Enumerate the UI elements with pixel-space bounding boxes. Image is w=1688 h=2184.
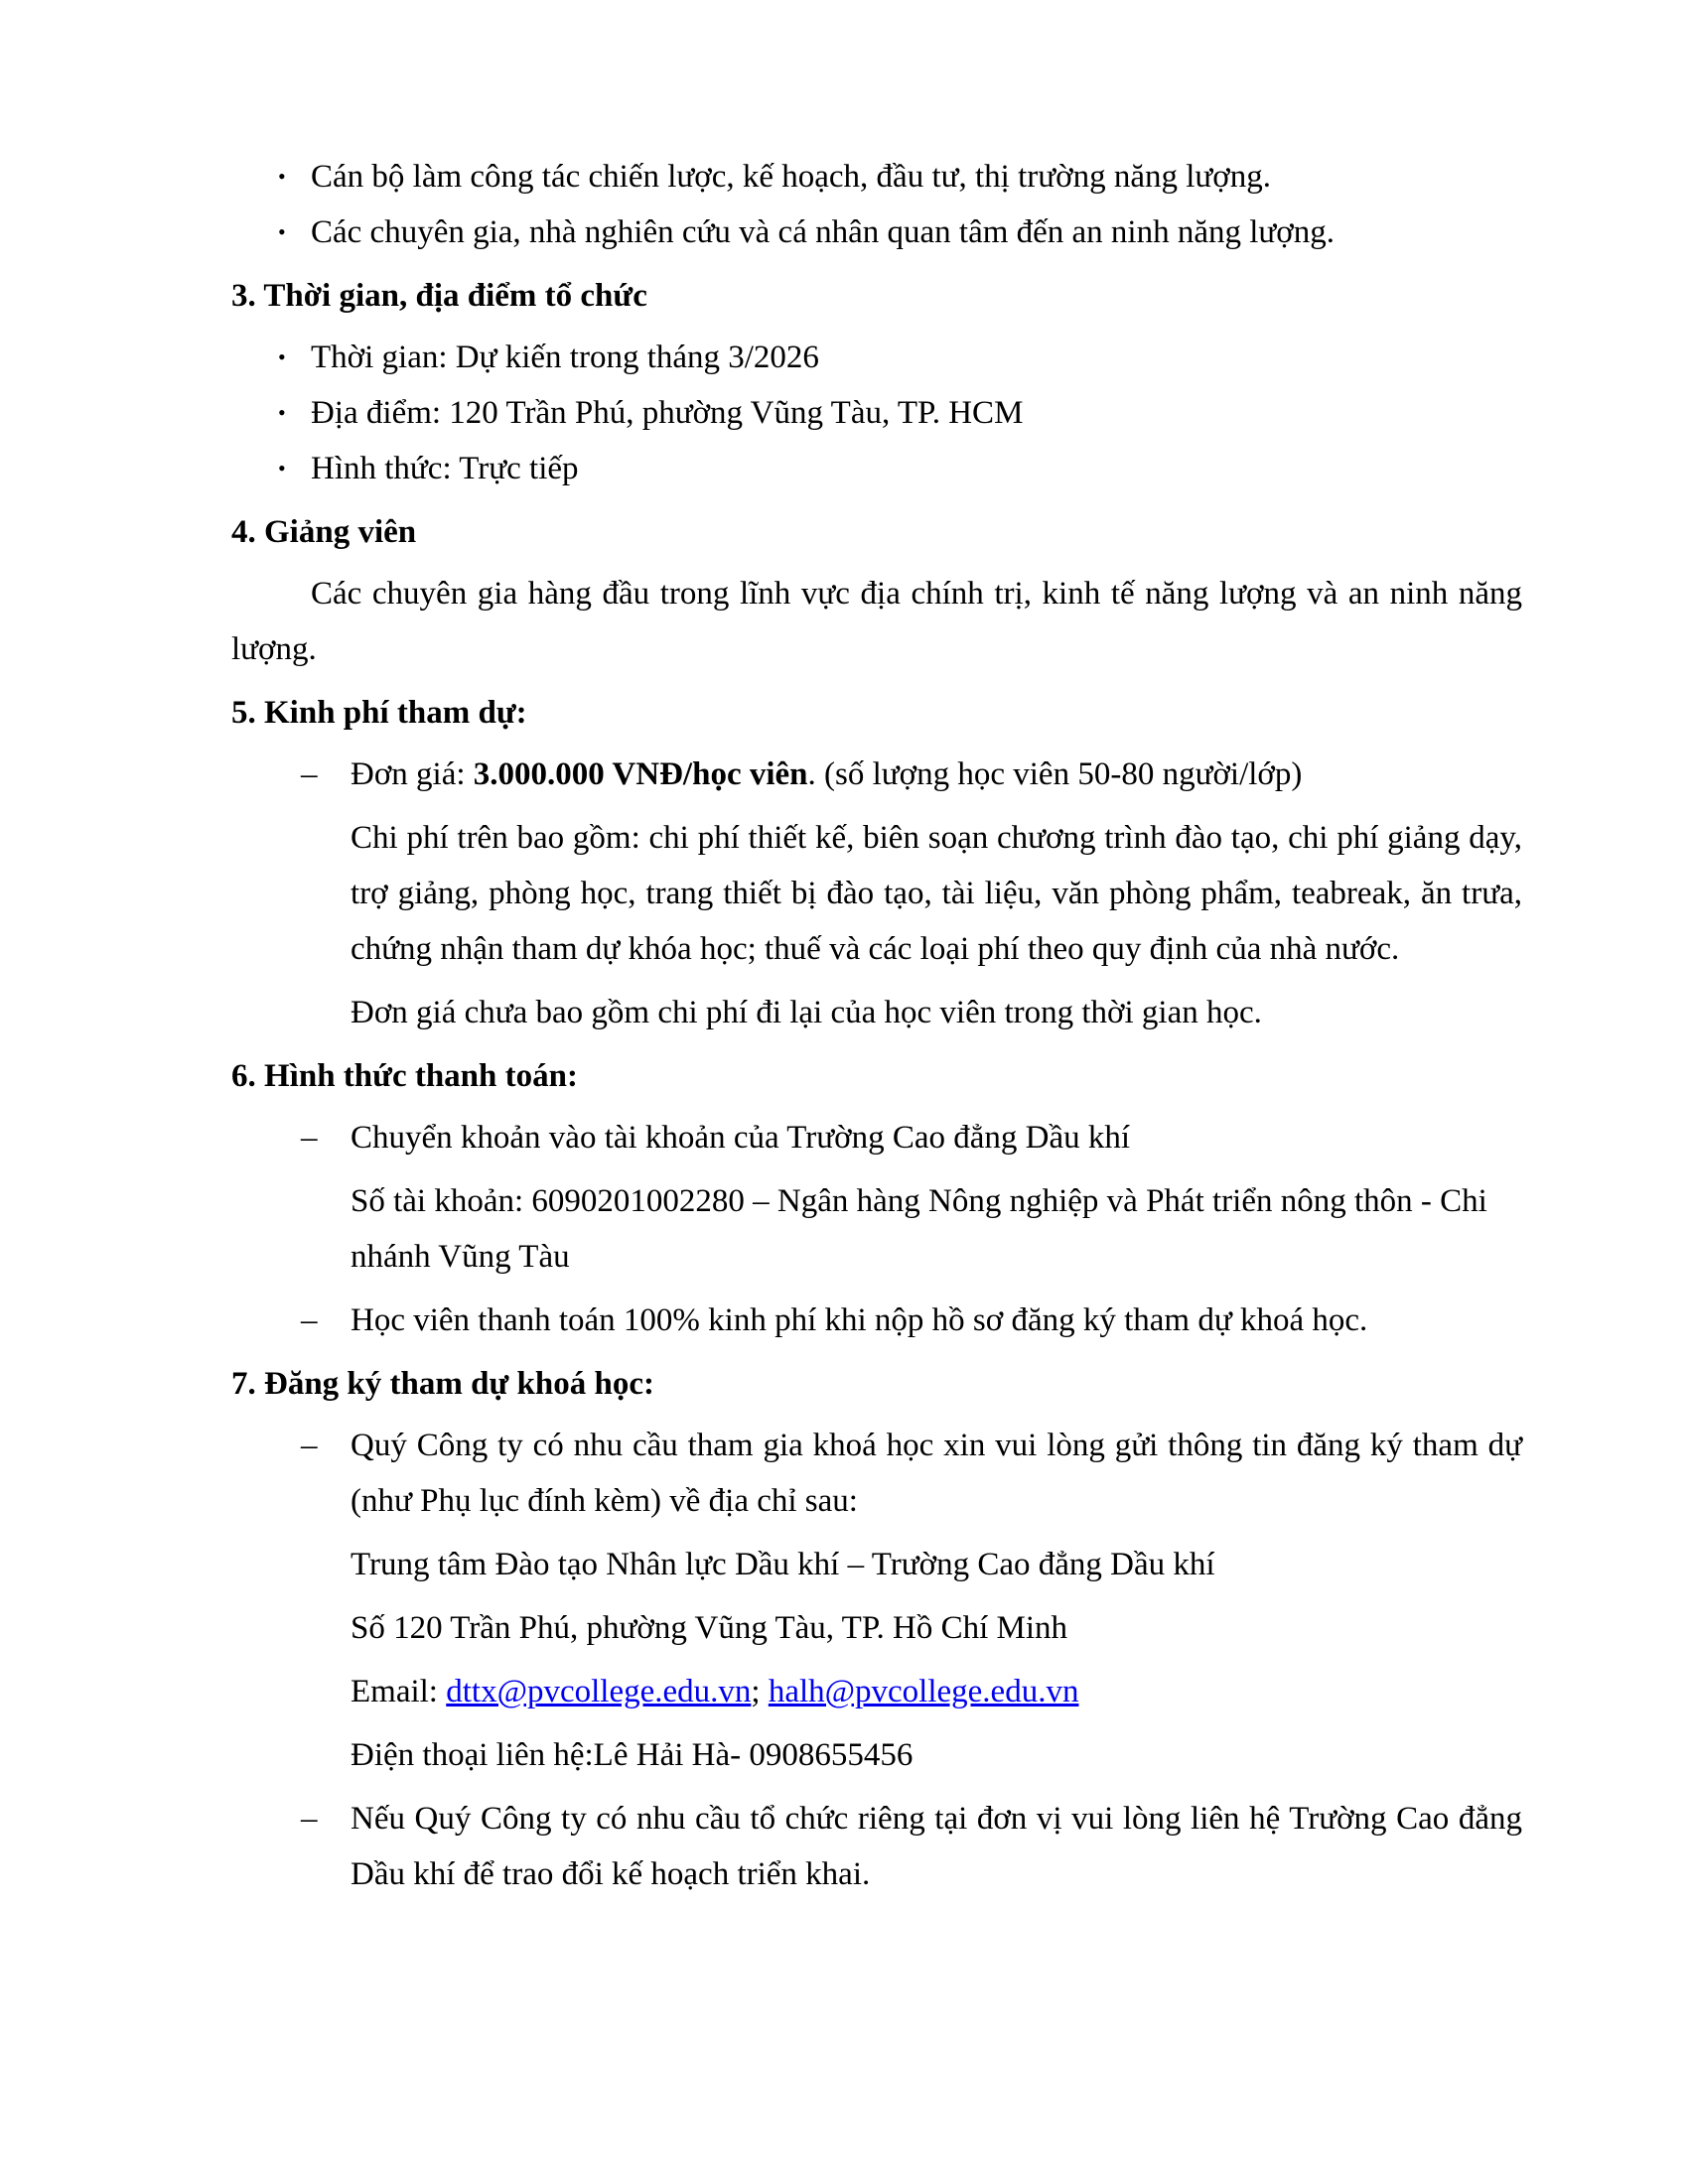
section-3-bullet-list: [231, 330, 1522, 496]
bullet-icon: •: [278, 456, 286, 480]
price-excludes: Đơn giá chưa bao gồm chi phí đi lại của học viên trong thời gian học.: [351, 995, 1262, 1030]
bullet-icon: •: [278, 400, 286, 425]
intro-bullet-list: [231, 149, 1522, 260]
dash-icon: –: [301, 1302, 318, 1338]
section-6-heading: 6. Hình thức thanh toán:: [231, 1058, 578, 1094]
bullet-icon: •: [278, 344, 286, 369]
payment-item: [231, 1293, 1522, 1348]
email-separator: ;: [751, 1674, 769, 1709]
list-item-text: Các chuyên gia, nhà nghiên cứu và cá nhân quan tâm đến an ninh năng lượng.: [311, 214, 1335, 250]
email-label: Email:: [351, 1674, 447, 1709]
list-item: [231, 330, 1522, 385]
email-link-halh[interactable]: halh@pvcollege.edu.vn: [768, 1674, 1079, 1709]
registration-text: Quý Công ty có nhu cầu tham gia khoá học xin vui lòng gửi thông tin đăng ký tham dự (như Phụ lục đính kèm) về địa chỉ sau:: [351, 1428, 1522, 1519]
list-item-text: Địa điểm: 120 Trần Phú, phường Vũng Tàu, TP. HCM: [311, 395, 1024, 431]
dash-icon: –: [301, 756, 318, 792]
payment-text: Học viên thanh toán 100% kinh phí khi nộp hồ sơ đăng ký tham dự khoá học.: [351, 1302, 1368, 1338]
account-info: Số tài khoản: 6090201002280 – Ngân hàng Nông nghiệp và Phát triển nông thôn - Chi nhánh Vũng Tàu: [351, 1183, 1487, 1275]
list-item-text: Cán bộ làm công tác chiến lược, kế hoạch, đầu tư, thị trường năng lượng.: [311, 159, 1271, 195]
bullet-icon: •: [278, 164, 286, 189]
list-item: [231, 205, 1522, 260]
section-7-heading: 7. Đăng ký tham dự khoá học:: [231, 1366, 654, 1402]
lecturer-paragraph: Các chuyên gia hàng đầu trong lĩnh vực địa chính trị, kinh tế năng lượng và an ninh năng lượng.: [231, 576, 1522, 667]
dash-icon: –: [301, 1801, 318, 1837]
dash-icon: –: [301, 1428, 318, 1463]
list-item-text: Thời gian: Dự kiến trong tháng 3/2026: [311, 340, 819, 375]
section-4-heading: 4. Giảng viên: [231, 514, 417, 550]
private-training-text: Nếu Quý Công ty có nhu cầu tổ chức riêng tại đơn vị vui lòng liên hệ Trường Cao đẳng Dầu khí để trao đổi kế hoạch triển khai.: [351, 1801, 1522, 1892]
price-suffix: . (số lượng học viên 50-80 người/lớp): [807, 756, 1303, 792]
list-item: [231, 385, 1522, 441]
price-includes: Chi phí trên bao gồm: chi phí thiết kế, biên soạn chương trình đào tạo, chi phí giảng dạy, trợ giảng, phòng học, trang thiết bị đào tạo, tài liệu, văn phòng phẩm, teabreak, ăn trưa, chứng nhận tham dự khóa học; thuế và các loại phí theo quy định của nhà nước.: [351, 820, 1522, 967]
transfer-text: Chuyển khoản vào tài khoản của Trường Cao đẳng Dầu khí: [351, 1120, 1131, 1156]
email-link-dttx[interactable]: dttx@pvcollege.edu.vn: [446, 1674, 752, 1709]
price-prefix: Đơn giá:: [351, 756, 474, 792]
price-value: 3.000.000 VNĐ/học viên: [473, 756, 808, 792]
bullet-icon: •: [278, 219, 286, 244]
dash-icon: –: [301, 1120, 318, 1156]
list-item-text: Hình thức: Trực tiếp: [311, 451, 579, 486]
phone-line: Điện thoại liên hệ:Lê Hải Hà- 0908655456: [351, 1737, 914, 1773]
section-3-heading: 3. Thời gian, địa điểm tổ chức: [231, 278, 647, 314]
transfer-item: [231, 1110, 1522, 1165]
center-address: Số 120 Trần Phú, phường Vũng Tàu, TP. Hồ Chí Minh: [351, 1610, 1068, 1646]
section-5-heading: 5. Kinh phí tham dự:: [231, 695, 527, 731]
email-line: [231, 1664, 1522, 1719]
list-item: [231, 441, 1522, 496]
private-training-item: [231, 1791, 1522, 1902]
document-page: [231, 149, 1522, 1910]
list-item: [231, 149, 1522, 205]
center-name: Trung tâm Đào tạo Nhân lực Dầu khí – Trường Cao đẳng Dầu khí: [351, 1547, 1215, 1582]
price-item: [231, 747, 1522, 802]
registration-item: [231, 1418, 1522, 1529]
